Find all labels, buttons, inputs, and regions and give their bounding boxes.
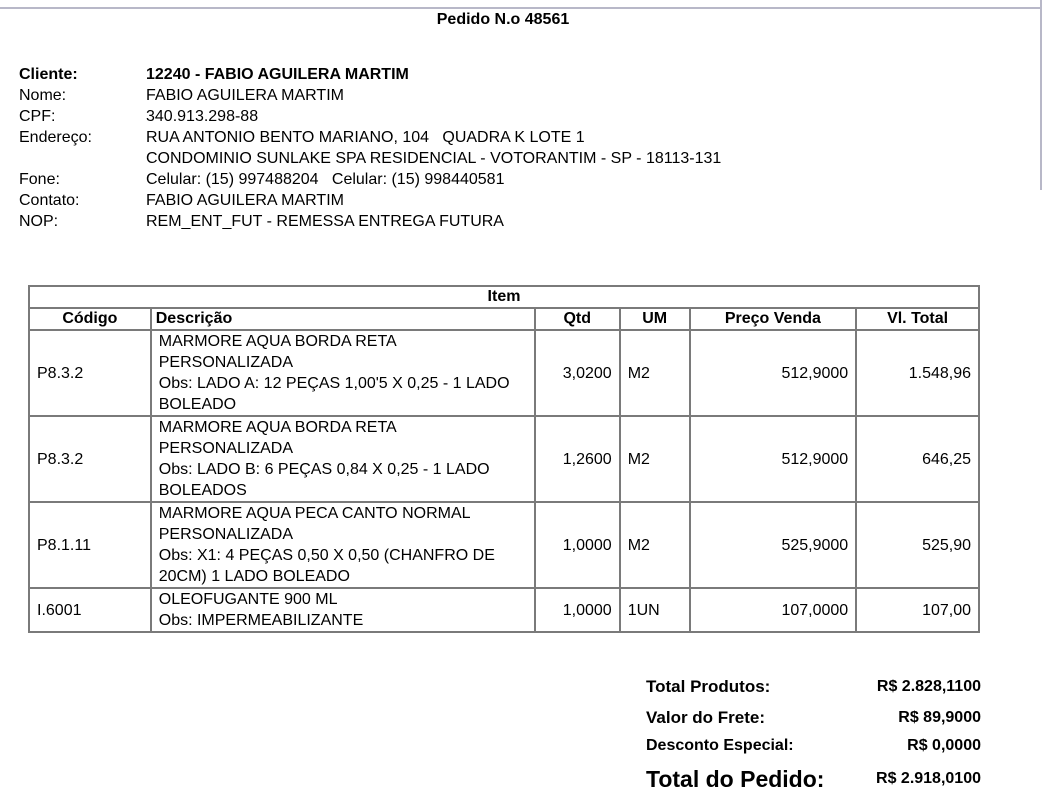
qtd-cell: 1,0000: [535, 588, 620, 632]
total-produtos-row: [646, 676, 981, 698]
nop-value: REM_ENT_FUT - REMESSA ENTREGA FUTURA: [146, 213, 504, 230]
nome-row: [19, 85, 721, 106]
um-cell: M2: [620, 502, 690, 588]
page-title: Pedido N.o 48561: [436, 11, 570, 28]
valor-frete-row: [646, 707, 981, 729]
preco-cell: 512,9000: [690, 330, 857, 416]
preco-cell: 512,9000: [690, 416, 857, 502]
obs-text: Obs: X1: 4 PEÇAS 0,50 X 0,50 (CHANFRO DE 20CM) 1 LADO BOLEADO: [158, 547, 495, 585]
cliente-value: 12240 - FABIO AGUILERA MARTIM: [146, 66, 409, 83]
um-cell: 1UN: [620, 588, 690, 632]
endereco-line1: RUA ANTONIO BENTO MARIANO, 104 QUADRA K LOTE 1: [146, 129, 585, 146]
total-produtos-label: Total Produtos:: [646, 677, 771, 696]
table-row: [29, 502, 979, 588]
descricao-text: MARMORE AQUA BORDA RETA PERSONALIZADA: [158, 333, 396, 371]
desconto-label: Desconto Especial:: [646, 737, 794, 754]
descricao-cell: [151, 330, 535, 416]
total-produtos-value: R$ 2.828,1100: [876, 678, 981, 695]
header-codigo: Código: [29, 308, 151, 330]
nome-label: Nome:: [19, 87, 67, 104]
codigo-cell: P8.1.11: [29, 502, 151, 588]
header-total: Vl. Total: [856, 308, 979, 330]
obs-text: Obs: LADO B: 6 PEÇAS 0,84 X 0,25 - 1 LADO BOLEADOS: [158, 461, 490, 499]
table-row: [29, 416, 979, 502]
codigo-cell: P8.3.2: [29, 330, 151, 416]
header-um: UM: [620, 308, 690, 330]
header-qtd: Qtd: [535, 308, 620, 330]
total-cell: 646,25: [856, 416, 979, 502]
items-table: [28, 285, 980, 633]
header-descricao: Descrição: [151, 308, 535, 330]
qtd-cell: 3,0200: [535, 330, 620, 416]
total-pedido-label: Total do Pedido:: [646, 765, 825, 792]
valor-frete-label: Valor do Frete:: [646, 708, 766, 727]
top-border: [0, 0, 1042, 9]
fone-value: Celular: (15) 997488204 Celular: (15) 998440581: [146, 171, 505, 188]
cpf-label: CPF:: [19, 108, 56, 125]
endereco-row: [19, 127, 721, 169]
totals-block: [646, 676, 981, 792]
preco-cell: 107,0000: [690, 588, 857, 632]
cliente-label: Cliente:: [19, 66, 78, 83]
descricao-text: MARMORE AQUA PECA CANTO NORMAL PERSONALIZADA: [158, 505, 470, 543]
client-info: [19, 64, 721, 232]
endereco-line2: CONDOMINIO SUNLAKE SPA RESIDENCIAL - VOTORANTIM - SP - 18113-131: [146, 150, 722, 167]
total-cell: 1.548,96: [856, 330, 979, 416]
descricao-cell: [151, 588, 535, 632]
preco-cell: 525,9000: [690, 502, 857, 588]
obs-text: Obs: LADO A: 12 PEÇAS 1,00'5 X 0,25 - 1 LADO BOLEADO: [158, 375, 510, 413]
nome-value: FABIO AGUILERA MARTIM: [146, 87, 344, 104]
um-cell: M2: [620, 330, 690, 416]
codigo-cell: I.6001: [29, 588, 151, 632]
cpf-row: [19, 106, 721, 127]
table-row: [29, 330, 979, 416]
codigo-cell: P8.3.2: [29, 416, 151, 502]
cliente-row: [19, 64, 721, 85]
descricao-text: MARMORE AQUA BORDA RETA PERSONALIZADA: [158, 419, 396, 457]
fone-row: [19, 169, 721, 190]
table-row: [29, 588, 979, 632]
total-cell: 525,90: [856, 502, 979, 588]
qtd-cell: 1,0000: [535, 502, 620, 588]
cpf-value: 340.913.298-88: [146, 108, 259, 125]
descricao-cell: [151, 416, 535, 502]
endereco-label: Endereço:: [19, 129, 92, 146]
obs-text: Obs: IMPERMEABILIZANTE: [158, 612, 364, 629]
total-pedido-value: R$ 2.918,0100: [876, 770, 981, 787]
header-preco: Preço Venda: [690, 308, 857, 330]
desconto-row: [646, 735, 981, 757]
total-cell: 107,00: [856, 588, 979, 632]
contato-label: Contato:: [19, 192, 80, 209]
valor-frete-value: R$ 89,9000: [898, 709, 981, 726]
contato-row: [19, 190, 721, 211]
qtd-cell: 1,2600: [535, 416, 620, 502]
total-pedido-row: [646, 766, 981, 792]
item-group-header: Item: [29, 286, 979, 308]
nop-row: [19, 211, 721, 232]
descricao-text: OLEOFUGANTE 900 ML: [158, 591, 338, 608]
desconto-value: R$ 0,0000: [907, 737, 981, 754]
nop-label: NOP:: [19, 213, 59, 230]
descricao-cell: [151, 502, 535, 588]
um-cell: M2: [620, 416, 690, 502]
contato-value: FABIO AGUILERA MARTIM: [146, 192, 344, 209]
fone-label: Fone:: [19, 171, 60, 188]
